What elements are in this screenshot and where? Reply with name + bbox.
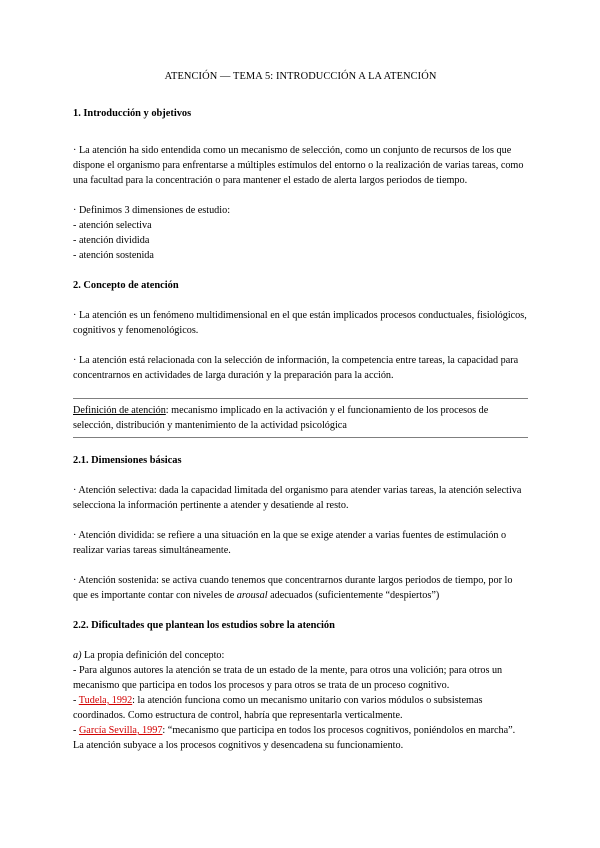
reference-garcia-sevilla[interactable]: García Sevilla, 1997 [78, 725, 163, 736]
reference-text: : la atención funciona como un mecanismo unitario con varios módulos o subsistemas coordinados. Como estructura de control, habría que representarla verticalmente. [73, 695, 483, 721]
definition-top-rule [73, 398, 528, 399]
definition-box [73, 403, 528, 433]
difficulty-a [73, 648, 528, 663]
list-item: - atención dividida [73, 235, 150, 246]
section-1-paragraph-1: · La atención ha sido entendida como un mecanismo de selección, como un conjunto de recursos de los que dispone el organismo para enfrentarse a múltiples estímulos del entorno o la realización de varias tareas, como una facultad para la concentración o para mantener el estado de alerta largos periodos de tiempo. [73, 145, 524, 186]
document-title: ATENCIÓN — TEMA 5: INTRODUCCIÓN A LA ATENCIÓN [164, 71, 437, 82]
sustained-text-start: · Atención sostenida: se activa cuando tenemos que concentrarnos durante largos periodos de tiempo, por lo que es importante contar con niveles de [73, 575, 513, 601]
list-item: - atención selectiva [73, 220, 152, 231]
difficulty-line-1: - Para algunos autores la atención se trata de un estado de la mente, para otros una volición; para otros un mecanismo que participa en todos los procesos y para otros se trata de un proceso cognitivo. [73, 665, 503, 691]
definition-term: Definición de atención [73, 405, 166, 416]
dash: - [73, 695, 79, 706]
selective-attention-paragraph: · Atención selectiva: dada la capacidad limitada del organismo para atender varias tareas, la atención selectiva selecciona la información pertinente a atender y desatiende al resto. [73, 485, 522, 511]
sustained-attention-paragraph [73, 573, 528, 603]
arousal-term: arousal [236, 590, 268, 601]
section-2-2-heading: 2.2. Dificultades que plantean los estudios sobre la atención [73, 620, 335, 631]
difficulty-line-2 [73, 693, 528, 723]
item-text: La propia definición del concepto: [81, 650, 225, 661]
list-item: - atención sostenida [73, 250, 154, 261]
definition-text: : mecanismo implicado en la activación y el funcionamiento de los procesos de selección, distribución y mantenimiento de la actividad psicológica [73, 405, 489, 431]
dash: - [73, 725, 79, 736]
section-1-paragraph-2: · Definimos 3 dimensiones de estudio: [73, 205, 231, 216]
sustained-text-end: adecuados (suficientemente “despiertos”) [267, 590, 440, 601]
item-label: a) [73, 650, 82, 661]
section-1-heading: 1. Introducción y objetivos [73, 108, 192, 119]
section-2-paragraph-1: · La atención es un fenómeno multidimensional en el que están implicados procesos conductuales, fisiológicos, cognitivos y fenomenológicos. [73, 310, 527, 336]
section-2-1-heading: 2.1. Dimensiones básicas [73, 455, 182, 466]
divided-attention-paragraph: · Atención dividida: se refiere a una situación en la que se exige atender a varias fuentes de estimulación o realizar varias tareas simultáneamente. [73, 530, 507, 556]
reference-tudela[interactable]: Tudela, 1992 [78, 695, 133, 706]
difficulty-line-3 [73, 723, 528, 753]
section-2-paragraph-2: · La atención está relacionada con la selección de información, la competencia entre tareas, la capacidad para concentrarnos en actividades de larga duración y la preparación para la acción. [73, 355, 519, 381]
section-2-heading: 2. Concepto de atención [73, 280, 179, 291]
document-body [73, 69, 528, 753]
dimensions-list [73, 218, 528, 263]
reference-text: : “mecanismo que participa en todos los procesos cognitivos, poniéndolos en marcha”. La atención subyace a los procesos cognitivos y desencadena su funcionamiento. [73, 725, 516, 751]
